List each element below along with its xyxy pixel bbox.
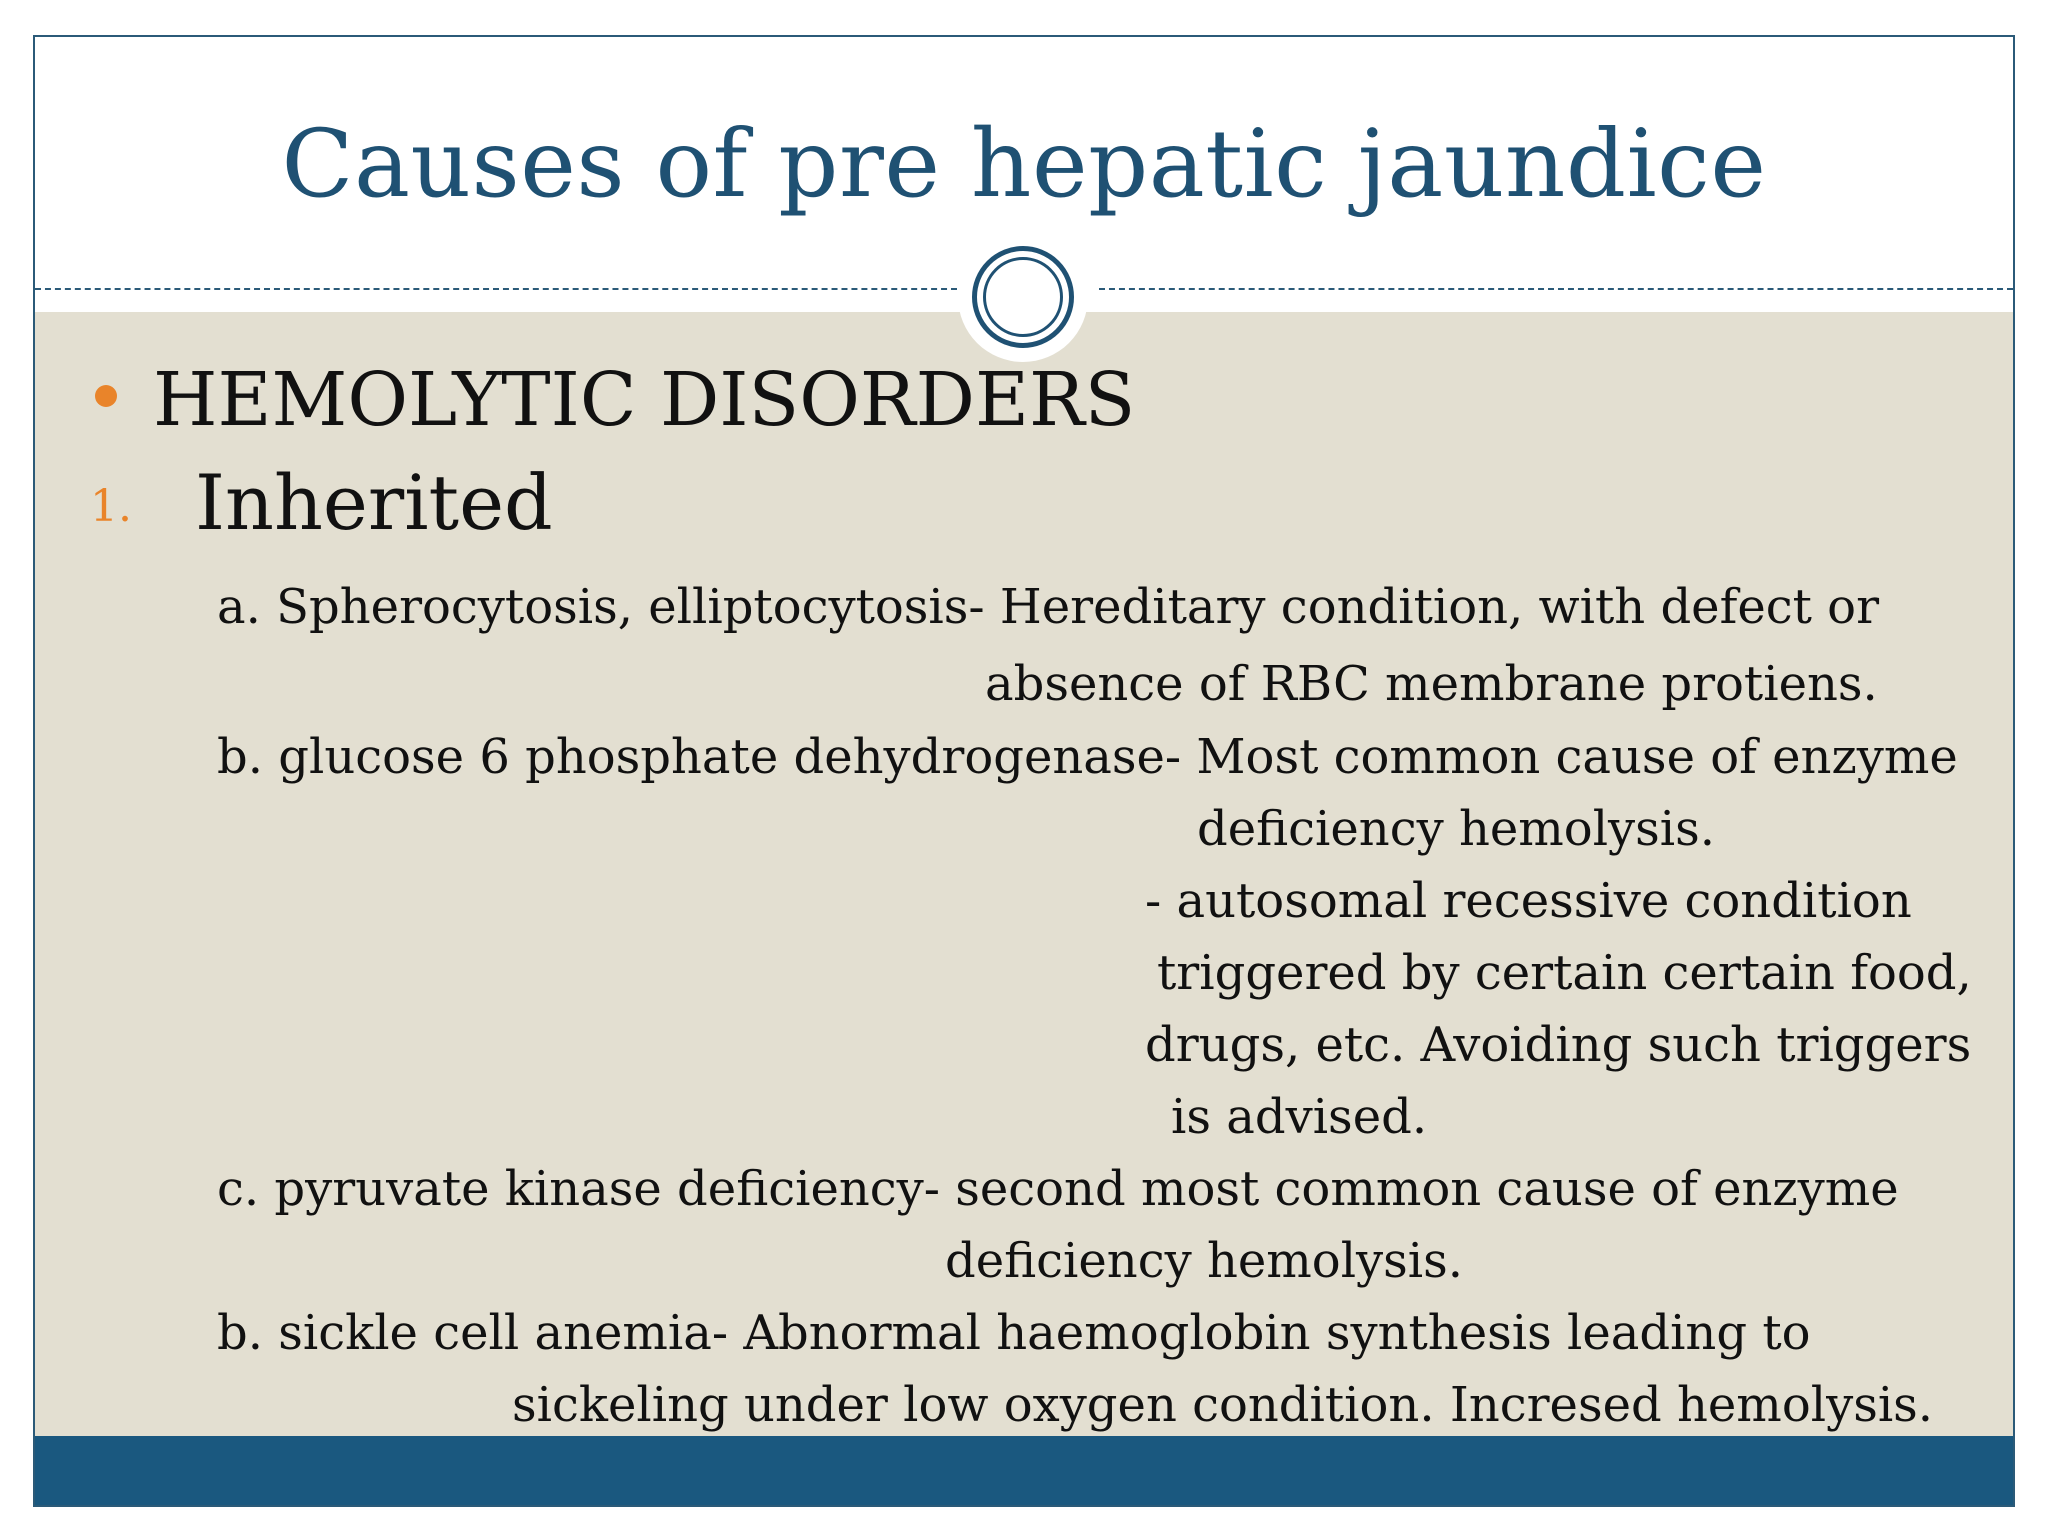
slide (33, 35, 2015, 1507)
text-line-d2: sickeling under low oxygen condition. Incresed hemolysis. (512, 1377, 1934, 1433)
footer-bar (35, 1436, 2013, 1507)
text-line-b1: b. glucose 6 phosphate dehydrogenase- Most common cause of enzyme (217, 729, 1958, 785)
text-line-b2: deficiency hemolysis. (1197, 801, 1716, 857)
text-line-b4: triggered by certain certain food, (1157, 945, 1972, 1001)
slide-title: Causes of pre hepatic jaundice (281, 110, 1767, 219)
numbered-list-label: Inherited (195, 458, 553, 547)
text-line-d1: b. sickle cell anemia- Abnormal haemoglobin synthesis leading to (217, 1305, 1811, 1361)
text-line-b3: - autosomal recessive condition (1145, 873, 1912, 929)
text-line-b5: drugs, etc. Avoiding such triggers (1145, 1017, 1972, 1073)
text-line-b6: is advised. (1171, 1089, 1428, 1145)
text-line-c1: c. pyruvate kinase deficiency- second most common cause of enzyme (217, 1161, 1899, 1217)
numbered-list-marker: 1. (90, 481, 132, 532)
bullet-heading: HEMOLYTIC DISORDERS (153, 357, 1136, 443)
text-line-a1: a. Spherocytosis, elliptocytosis- Hereditary condition, with defect or (217, 579, 1880, 635)
title-divider-right (1099, 288, 2013, 290)
circle-inner-ring (983, 257, 1063, 337)
text-line-c2: deficiency hemolysis. (945, 1233, 1464, 1289)
orange-dot-bullet-icon (95, 385, 117, 407)
title-divider-left (35, 288, 957, 290)
text-line-a2: absence of RBC membrane protiens. (985, 656, 1878, 712)
